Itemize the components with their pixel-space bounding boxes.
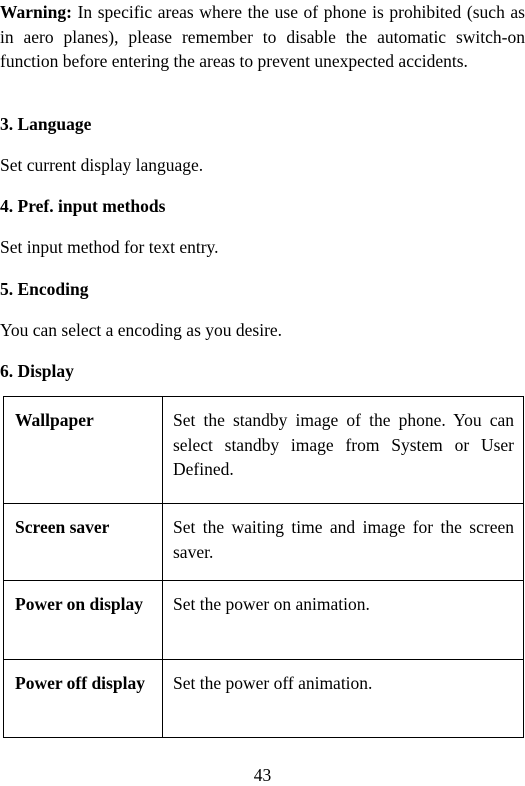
setting-name-screen-saver: Screen saver — [4, 504, 163, 581]
setting-description-wallpaper: Set the standby image of the phone. You can select standby image from System or User Defined. — [163, 397, 524, 504]
table-row — [4, 397, 524, 504]
section-body-encoding: You can select a encoding as you desire. — [0, 320, 283, 340]
section-heading-input-methods: 4. Pref. input methods — [0, 196, 166, 216]
setting-description-screen-saver: Set the waiting time and image for the screen saver. — [163, 504, 524, 581]
page-number: 43 — [253, 765, 272, 785]
table-row — [4, 504, 524, 581]
section-heading-display: 6. Display — [0, 361, 74, 381]
setting-description-power-on-display: Set the power on animation. — [163, 581, 524, 660]
table-row — [4, 581, 524, 660]
section-body-language: Set current display language. — [0, 155, 204, 175]
warning-paragraph — [0, 0, 525, 74]
section-heading-encoding: 5. Encoding — [0, 279, 89, 299]
display-settings-table — [3, 396, 524, 738]
setting-name-power-off-display: Power off display — [4, 660, 163, 738]
table-row — [4, 660, 524, 738]
section-body-input-methods: Set input method for text entry. — [0, 237, 219, 257]
section-heading-language: 3. Language — [0, 114, 92, 134]
setting-name-wallpaper: Wallpaper — [4, 397, 163, 504]
warning-label: Warning: — [0, 2, 72, 22]
setting-name-power-on-display: Power on display — [4, 581, 163, 660]
warning-text: In specific areas where the use of phone is prohibited (such as in aero planes), please remember to disable the automatic switch-on function before entering the areas to prevent unexpected accidents. — [0, 2, 525, 71]
setting-description-power-off-display: Set the power off animation. — [163, 660, 524, 738]
